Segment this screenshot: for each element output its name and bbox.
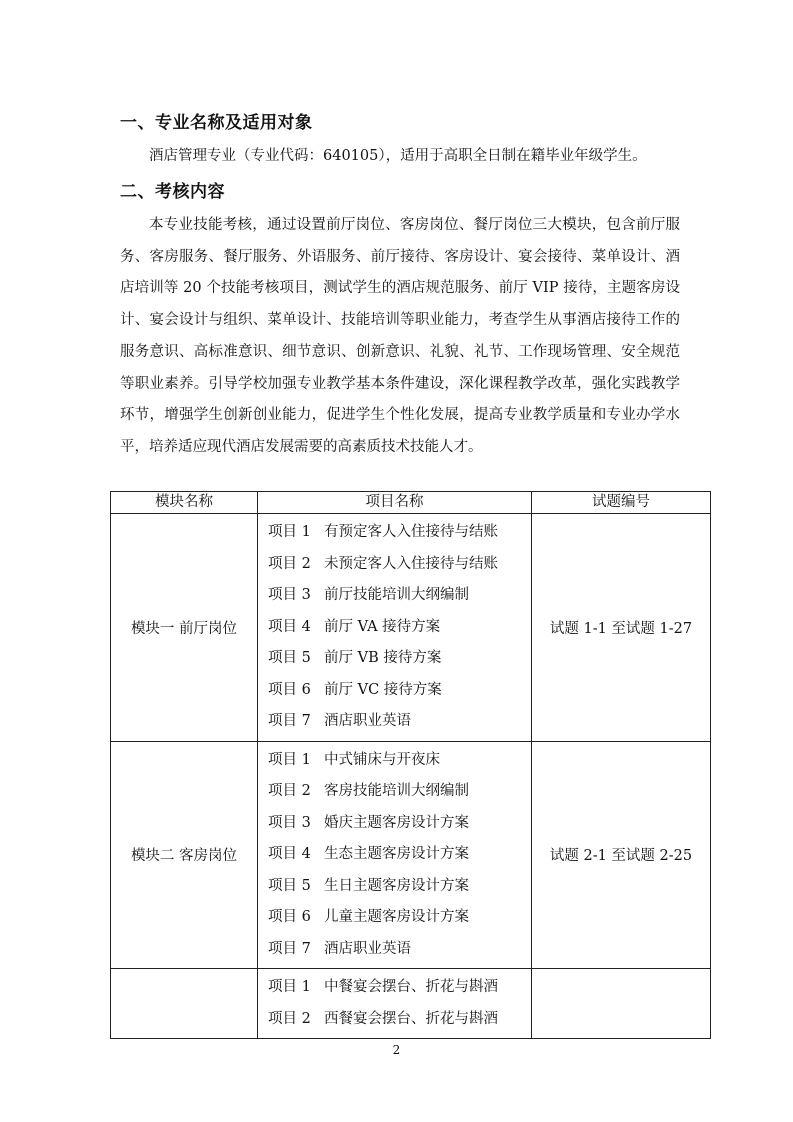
project-item [268,808,531,840]
project-name: 生态主题客房设计方案 [324,846,469,862]
project-number: 项目 2 [268,783,311,799]
project-number: 项目 1 [268,524,311,540]
project-number: 项目 7 [268,940,311,957]
project-name: 有预定客人入住接待与结账 [324,524,498,540]
project-item [268,745,531,777]
project-name: 生日主题客房设计方案 [324,877,469,894]
project-number: 项目 7 [268,713,311,729]
project-item [268,706,531,738]
project-item [268,902,531,934]
module-cell [111,969,258,1039]
project-name: 酒店职业英语 [324,713,411,729]
header-project: 项目名称 [258,492,532,514]
module-cell: 模块一 前厅岗位 [111,514,258,742]
project-item [268,871,531,903]
project-item [268,934,531,966]
table-row [111,741,711,969]
project-item [268,972,531,1004]
project-number: 项目 3 [268,814,311,831]
table-row [111,514,711,742]
items-cell [258,741,532,969]
project-number: 项目 5 [268,650,311,666]
project-name: 前厅 VB 接待方案 [324,650,442,666]
project-number: 项目 4 [268,846,311,862]
table-header-row [111,492,711,514]
question-range-cell: 试题 1-1 至试题 1-27 [532,514,711,742]
project-item [268,1004,531,1036]
project-number: 项目 6 [268,681,311,698]
project-number: 项目 2 [268,1010,311,1027]
project-name: 前厅 VC 接待方案 [324,681,442,698]
project-number: 项目 3 [268,587,311,603]
project-number: 项目 5 [268,877,311,894]
project-item [268,517,531,549]
project-item [268,580,531,612]
assessment-table [110,491,711,1039]
project-name: 儿童主题客房设计方案 [324,909,469,925]
section-2-paragraph: 本专业技能考核，通过设置前厅岗位、客房岗位、餐厅岗位三大模块，包含前厅服务、客房服务、餐厅服务、外语服务、前厅接待、客房设计、宴会接待、菜单设计、酒店培训等 20 个技能考核项目，测试学生的酒店规范服务、前厅 VIP 接待，主题客房设计、宴会设计与组织、菜单设计、技能培训等职业能力，考查学生从事酒店接待工作的服务意识、高标准意识、细节意识、创新意识、礼貌、礼节、工作现场管理、安全规范等职业素养。引导学校加强专业教学基本条件建设，深化课程教学改革，强化实践教学环节，增强学生创新创业能力，促进学生个性化发展，提高专业教学质量和专业办学水平，培养适应现代酒店发展需要的高素质技术技能人才。 [120,217,680,455]
project-name: 客房技能培训大纲编制 [324,783,469,799]
section-1-heading: 一、专业名称及适用对象 [120,113,313,133]
question-range-cell [532,969,711,1039]
section-2-heading: 二、考核内容 [120,182,225,202]
project-item [268,776,531,808]
project-name: 前厅 VA 接待方案 [324,618,441,635]
project-name: 西餐宴会摆台、折花与斟酒 [324,1010,498,1027]
project-number: 项目 6 [268,909,311,925]
project-name: 未预定客人入住接待与结账 [324,555,498,572]
project-item [268,839,531,871]
project-number: 项目 2 [268,555,311,572]
header-question: 试题编号 [532,492,711,514]
project-number: 项目 4 [268,618,311,635]
project-name: 酒店职业英语 [324,940,411,957]
module-cell: 模块二 客房岗位 [111,741,258,969]
items-cell [258,514,532,742]
project-item [268,675,531,707]
project-name: 婚庆主题客房设计方案 [324,814,469,831]
question-range-cell: 试题 2-1 至试题 2-25 [532,741,711,969]
project-item [268,612,531,644]
section-1-paragraph: 酒店管理专业（专业代码：640105），适用于高职全日制在籍毕业年级学生。 [149,148,647,164]
table-row [111,969,711,1039]
project-item [268,549,531,581]
project-name: 中式铺床与开夜床 [324,751,440,768]
items-cell [258,969,532,1039]
project-name: 前厅技能培训大纲编制 [324,587,469,603]
page-number: 2 [392,1043,401,1057]
project-item [268,643,531,675]
header-module: 模块名称 [111,492,258,514]
project-name: 中餐宴会摆台、折花与斟酒 [324,979,498,995]
project-number: 项目 1 [268,979,311,995]
project-number: 项目 1 [268,751,311,768]
